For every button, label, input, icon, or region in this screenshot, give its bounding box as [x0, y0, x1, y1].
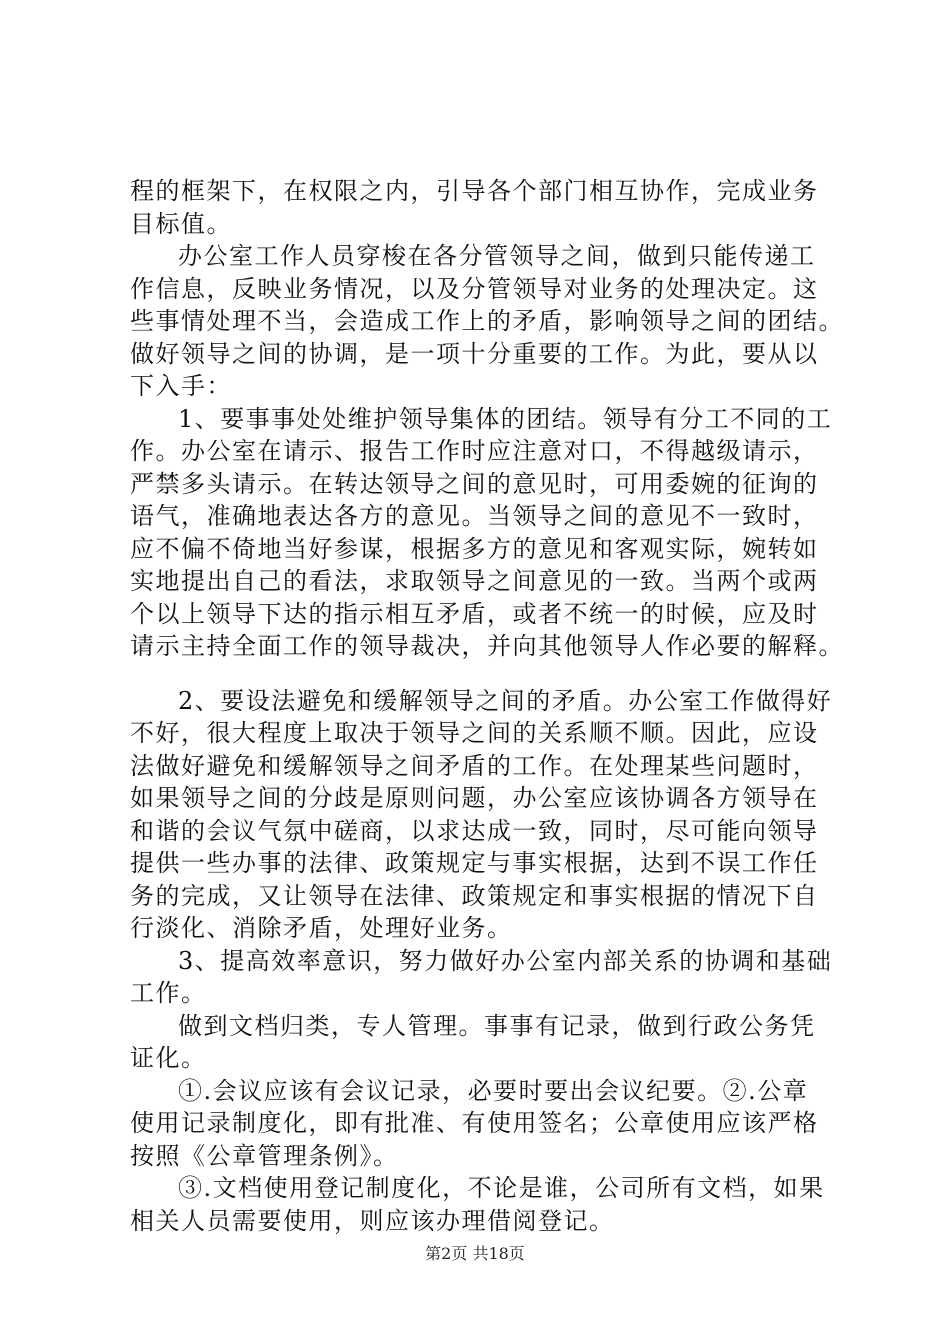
paragraph-start: 3、提高效率意识，努力做好办公室内部关系的协调和基础	[178, 946, 833, 975]
text-line: 下入手：	[130, 372, 232, 400]
paragraph-gap	[130, 663, 830, 685]
paragraph-start: 2、要设法避免和缓解领导之间的矛盾。办公室工作做得好	[178, 686, 833, 715]
text-line: 行淡化、消除矛盾，处理好业务。	[130, 914, 513, 942]
text-line: 如果领导之间的分歧是原则问题，办公室应该协调各方领导在	[130, 784, 819, 812]
text-line: 相关人员需要使用，则应该办理借阅登记。	[130, 1206, 615, 1235]
text-line: 提供一些办事的法律、政策规定与事实根据，达到不误工作任	[130, 849, 819, 877]
paragraph-start: 1、要事事处处维护领导集体的团结。领导有分工不同的工	[178, 404, 833, 433]
text-line: 务的完成，又让领导在法律、政策规定和事实根据的情况下自	[130, 881, 819, 910]
text-line: 语气，准确地表达各方的意见。当领导之间的意见不一致时，	[130, 502, 819, 530]
text-line: 使用记录制度化，即有批准、有使用签名；公章使用应该严格	[130, 1109, 819, 1137]
text-line: 应不偏不倚地当好参谋，根据多方的意见和客观实际，婉转如	[130, 534, 819, 563]
text-line: 法做好避免和缓解领导之间矛盾的工作。在处理某些问题时，	[130, 751, 819, 780]
page-number-footer: 第2页 共18页	[425, 1244, 525, 1263]
text-line: 作信息，反映业务情况，以及分管领导对业务的处理决定。这	[130, 274, 819, 303]
text-line: 做好领导之间的协调，是一项十分重要的工作。为此，要从以	[130, 339, 819, 368]
text-line: 作。办公室在请示、报告工作时应注意对口，不得越级请示，	[130, 437, 819, 465]
text-line: 请示主持全面工作的领导裁决，并向其他领导人作必要的解释。	[130, 632, 844, 660]
text-line: 严禁多头请示。在转达领导之间的意见时，可用委婉的征询的	[130, 469, 819, 498]
document-body	[130, 175, 844, 1237]
text-line: 个以上领导下达的指示相互矛盾，或者不统一的时候，应及时	[130, 599, 819, 628]
paragraph-start: ①.会议应该有会议记录，必要时要出会议纪要。②.公章	[178, 1076, 809, 1105]
text-line: 证化。	[130, 1044, 207, 1072]
text-line: 程的框架下，在权限之内，引导各个部门相互协作，完成业务	[130, 177, 819, 205]
text-line: 实地提出自己的看法，求取领导之间意见的一致。当两个或两	[130, 567, 819, 595]
text-line: 不好，很大程度上取决于领导之间的关系顺不顺。因此，应设	[130, 719, 819, 747]
paragraph-start: ③.文档使用登记制度化，不论是谁，公司所有文档，如果	[178, 1174, 825, 1202]
text-line: 和谐的会议气氛中磋商，以求达成一致，同时，尽可能向领导	[130, 816, 819, 845]
paragraph-start: 办公室工作人员穿梭在各分管领导之间，做到只能传递工	[178, 242, 816, 270]
paragraph-start: 做到文档归类，专人管理。事事有记录，做到行政公务凭	[178, 1011, 816, 1040]
text-line: 些事情处理不当，会造成工作上的矛盾，影响领导之间的团结。	[130, 307, 844, 335]
text-line: 按照《公章管理条例》。	[130, 1141, 399, 1170]
text-line: 目标值。	[130, 209, 232, 238]
text-line: 工作。	[130, 979, 207, 1007]
